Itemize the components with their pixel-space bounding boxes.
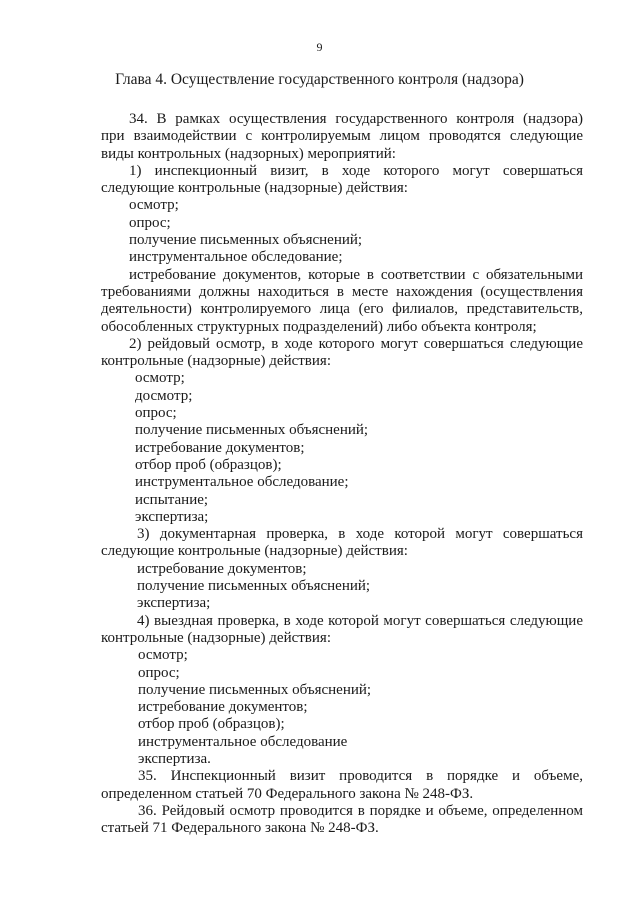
list-item: истребование документов;: [138, 699, 308, 716]
list-item: отбор проб (образцов);: [135, 456, 282, 473]
text-line: 36. Рейдовый осмотр проводится в порядке и объеме, определенном: [138, 802, 583, 819]
text-line: контрольные (надзорные) действия:: [101, 353, 331, 370]
list-item: истребование документов;: [137, 560, 307, 577]
text-line: следующие контрольные (надзорные) действия:: [101, 543, 408, 560]
text-line: статьей 71 Федерального закона № 248-ФЗ.: [101, 820, 379, 837]
list-item: опрос;: [138, 664, 180, 681]
text-line: 1) инспекционный визит, в ходе которого могут совершаться: [129, 162, 583, 179]
list-item: экспертиза;: [137, 595, 211, 612]
list-item: экспертиза;: [135, 508, 209, 525]
text-line: следующие контрольные (надзорные) действия:: [101, 180, 408, 197]
list-item: опрос;: [129, 214, 171, 231]
list-item: осмотр;: [135, 370, 185, 387]
list-item: инструментальное обследование: [138, 733, 348, 750]
document-body: [101, 111, 583, 837]
text-line: 35. Инспекционный визит проводится в порядке и объеме,: [138, 768, 583, 785]
text-line: определенном статьей 70 Федерального закона № 248-ФЗ.: [101, 785, 474, 802]
list-item: получение письменных объяснений;: [135, 422, 369, 439]
text-line: требованиями должны находиться в месте нахождения (осуществления: [101, 283, 583, 300]
list-item: отбор проб (образцов);: [138, 716, 285, 733]
list-item: инструментальное обследование;: [135, 474, 349, 491]
list-item: получение письменных объяснений;: [138, 681, 372, 698]
list-item: получение письменных объяснений;: [137, 578, 371, 595]
list-item: осмотр;: [138, 647, 188, 664]
list-item: опрос;: [135, 405, 177, 422]
page-number: 9: [316, 40, 323, 54]
list-item: получение письменных объяснений;: [129, 232, 363, 249]
text-line: контрольные (надзорные) действия:: [101, 629, 331, 646]
list-item: инструментальное обследование;: [129, 249, 343, 266]
list-item: осмотр;: [129, 197, 179, 214]
list-item: экспертиза.: [138, 750, 211, 767]
list-item: испытание;: [135, 491, 209, 508]
text-line: 34. В рамках осуществления государственного контроля (надзора): [129, 111, 583, 127]
list-item: истребование документов;: [135, 439, 305, 456]
text-line: обособленных структурных подразделений) либо объекта контроля;: [101, 318, 537, 335]
text-line: деятельности) контролируемого лица (его филиалов, представительств,: [101, 301, 583, 318]
text-line: 4) выездная проверка, в ходе которой могут совершаться следующие: [137, 612, 583, 629]
text-line: 2) рейдовый осмотр, в ходе которого могут совершаться следующие: [129, 335, 583, 352]
chapter-title: Глава 4. Осуществление государственного контроля (надзора): [115, 71, 524, 88]
text-line: виды контрольных (надзорных) мероприятий:: [101, 145, 396, 162]
text-line: при взаимодействии с контролируемым лицом проводятся следующие: [101, 128, 583, 145]
text-line: истребование документов, которые в соответствии с обязательными: [129, 266, 583, 283]
list-item: досмотр;: [135, 387, 193, 404]
text-line: 3) документарная проверка, в ходе которой могут совершаться: [137, 526, 583, 543]
